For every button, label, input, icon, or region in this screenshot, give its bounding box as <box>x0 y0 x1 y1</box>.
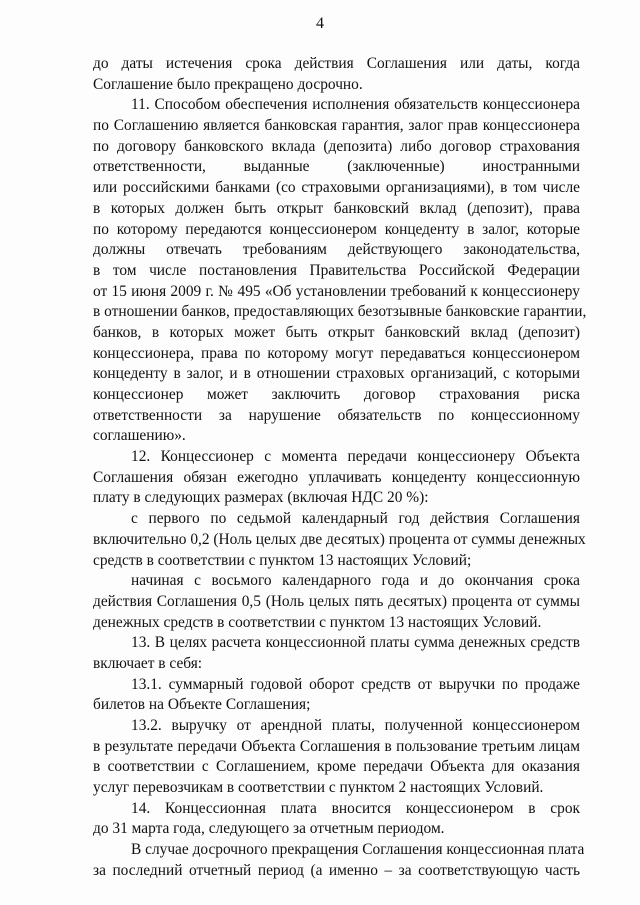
text-line: по которому передаются концессионером концеденту в залог, которые <box>93 220 580 238</box>
text-line: ответственности, выданные (заключенные) иностранными <box>93 158 580 176</box>
text-line: 13.1. суммарный годовой оборот средств от выручки по продаже <box>131 675 580 693</box>
text-line: в которых должен быть открыт банковский вклад (депозит), права <box>93 199 580 217</box>
page-number: 4 <box>316 15 324 32</box>
text-line: в результате передачи Объекта Соглашения в пользование третьим лицам <box>93 737 580 755</box>
text-line: по Соглашению является банковская гарантия, залог прав концессионера <box>93 117 580 135</box>
text-line: начиная с восьмого календарного года и до окончания срока <box>131 572 580 590</box>
text-line: в том числе постановления Правительства Российской Федерации <box>93 261 580 279</box>
text-line: или российскими банками (со страховыми организациями), в том числе <box>93 179 580 197</box>
text-line: действия Соглашения 0,5 (Ноль целых пять десятых) процента от суммы <box>93 592 580 610</box>
text-line: В случае досрочного прекращения Соглашения концессионная плата <box>131 841 585 859</box>
text-line: в отношении банков, предоставляющих безотзывные банковские гарантии, <box>93 303 587 321</box>
text-line: от 15 июня 2009 г. № 495 «Об установлении требований к концессионеру <box>93 282 580 300</box>
text-line: по договору банковского вклада (депозита) либо договор страхования <box>93 137 580 155</box>
text-line: с первого по седьмой календарный год действия Соглашения <box>131 510 580 528</box>
text-line: до 31 марта года, следующего за отчетным периодом. <box>93 820 445 838</box>
text-line: денежных средств в соответствии с пунктом 13 настоящих Условий. <box>93 613 542 631</box>
text-line: должны отвечать требованиям действующего законодательства, <box>93 241 580 259</box>
text-line: 13.2. выручку от арендной платы, полученной концессионером <box>131 717 580 734</box>
text-line: услуг перевозчикам в соответствии с пунктом 2 настоящих Условий. <box>93 779 544 797</box>
text-line: 12. Концессионер с момента передачи концессионеру Объекта <box>131 448 580 466</box>
text-line: включительно 0,2 (Ноль целых две десятых) процента от суммы денежных <box>93 530 586 548</box>
text-line: билетов на Объекте Соглашения; <box>93 696 311 714</box>
text-line: концессионера, права по которому могут передаваться концессионером <box>93 344 580 362</box>
text-line: 14. Концессионная плата вносится концессионером в срок <box>131 799 580 817</box>
text-line: 11. Способом обеспечения исполнения обязательств концессионера <box>131 96 580 114</box>
text-line: 13. В целях расчета концессионной платы сумма денежных средств <box>131 634 580 652</box>
text-line: плату в следующих размерах (включая НДС 20 %): <box>93 489 429 507</box>
text-line: ответственности за нарушение обязательств по концессионному <box>93 406 580 424</box>
text-line: средств в соответствии с пунктом 13 настоящих Условий; <box>93 551 472 569</box>
text-line: концессионер может заключить договор страхования риска <box>93 386 580 403</box>
text-line: включает в себя: <box>93 654 203 672</box>
text-line: Соглашения обязан ежегодно уплачивать концеденту концессионную <box>93 468 580 486</box>
text-line: концеденту в залог, и в отношении страховых организаций, с которыми <box>93 365 580 383</box>
text-line: Соглашение было прекращено досрочно. <box>93 75 363 93</box>
text-line: банков, в которых может быть открыт банковский вклад (депозит) <box>93 323 580 341</box>
text-line: за последний отчетный период (а именно – за соответствующую часть <box>93 861 580 879</box>
text-line: соглашению». <box>93 427 186 445</box>
text-line: в соответствии с Соглашением, кроме передачи Объекта для оказания <box>93 758 580 776</box>
document-body <box>93 54 587 882</box>
text-line: до даты истечения срока действия Соглашения или даты, когда <box>93 55 580 72</box>
